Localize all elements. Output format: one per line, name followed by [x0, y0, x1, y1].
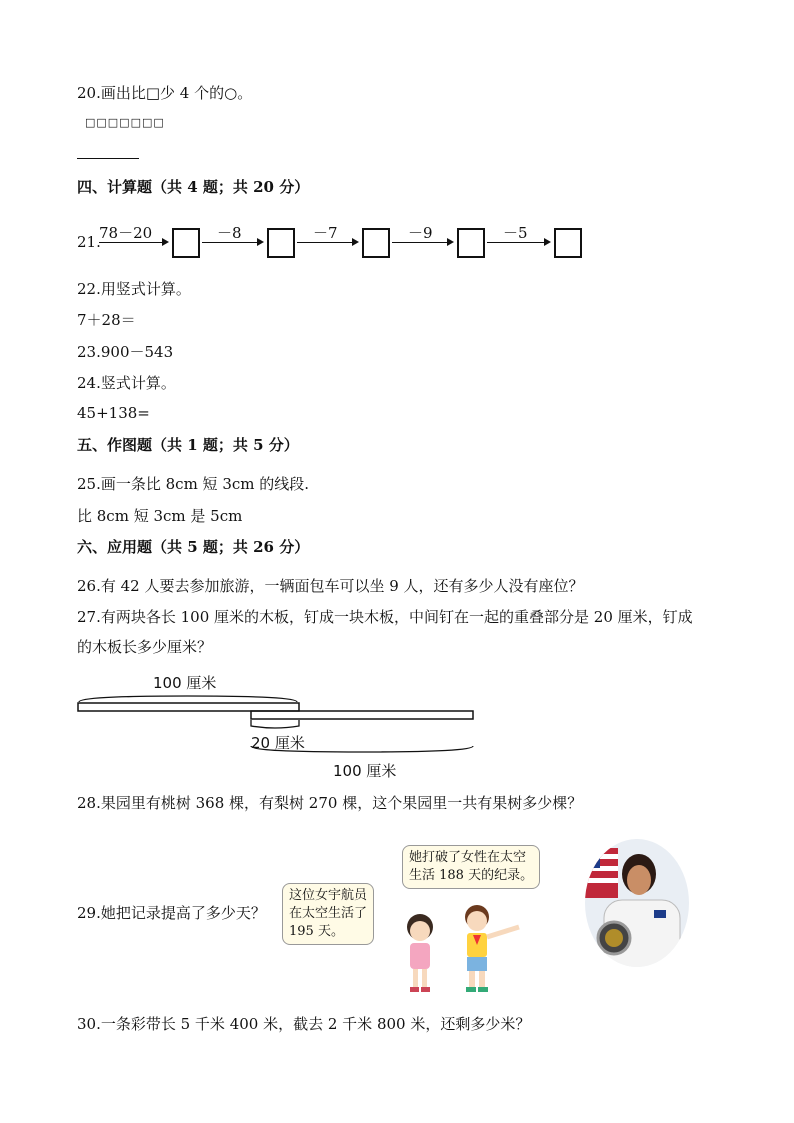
q20-text: 20.画出比□少 4 个的○。: [77, 84, 253, 102]
q21-arrow-5: [487, 242, 549, 243]
section6-heading: 六、应用题（共 5 题；共 26 分）: [77, 538, 310, 556]
q21-arrow-1: [99, 242, 167, 243]
q23-text: 23.900－543: [77, 343, 174, 361]
q20-squares: □□□□□□□: [85, 116, 165, 129]
section5-heading: 五、作图题（共 1 题；共 5 分）: [77, 436, 299, 454]
q21-box-4[interactable]: [457, 228, 485, 258]
girl-dress-icon: [410, 943, 430, 969]
top-brace: [79, 696, 297, 702]
q21-op-4: －5: [503, 224, 528, 242]
children-illustration: [395, 905, 525, 997]
q21-op-2: －7: [313, 224, 338, 242]
q24-text: 24.竖式计算。: [77, 374, 176, 392]
q27-line2: 的木板长多少厘米？: [77, 638, 213, 656]
q24-expr: 45+138=: [77, 404, 150, 422]
q21-box-1[interactable]: [172, 228, 200, 258]
q21-label: 21.: [77, 233, 101, 251]
q20-answer-blank[interactable]: [77, 158, 139, 159]
q27-line1: 27.有两块各长 100 厘米的木板，钉成一块木板，中间钉在一起的重叠部分是 20 厘米，钉成: [77, 608, 693, 626]
q22-expr: 7＋28＝: [77, 311, 136, 329]
q21-box-3[interactable]: [362, 228, 390, 258]
q29-text: 29.她把记录提高了多少天？: [77, 904, 266, 922]
q25-text: 25.画一条比 8cm 短 3cm 的线段.: [77, 475, 310, 493]
speech-bubble-girl: 这位女宇航员 在太空生活了 195 天。: [282, 883, 374, 945]
overlap-label: 20 厘米: [251, 734, 305, 752]
board-bottom-label: 100 厘米: [333, 762, 397, 780]
astronaut-photo: [584, 838, 690, 968]
q30-text: 30.一条彩带长 5 千米 400 米，截去 2 千米 800 米，还剩多少米？: [77, 1015, 531, 1033]
q21-op-1: －8: [217, 224, 242, 242]
q25-answer: 比 8cm 短 3cm 是 5cm: [77, 507, 243, 525]
q21-box-2[interactable]: [267, 228, 295, 258]
q21-arrow-4: [392, 242, 452, 243]
q21-start: 78－20: [99, 224, 153, 242]
overlap-brace: [251, 720, 299, 728]
section4-heading: 四、计算题（共 4 题；共 20 分）: [77, 178, 310, 196]
q21-box-5[interactable]: [554, 228, 582, 258]
speech-bubble-boy: 她打破了女性在太空 生活 188 天的纪录。: [402, 845, 540, 889]
board-drawing: [77, 670, 497, 785]
board-2: [251, 711, 473, 719]
astronaut-face: [627, 865, 651, 895]
q21-op-3: －9: [408, 224, 433, 242]
q21-chain: [77, 222, 597, 264]
board-1: [78, 703, 299, 711]
q28-text: 28.果园里有桃树 368 棵，有梨树 270 棵，这个果园里一共有果树多少棵？: [77, 794, 583, 812]
q26-text: 26.有 42 人要去参加旅游，一辆面包车可以坐 9 人，还有多少人没有座位？: [77, 577, 584, 595]
board-top-label: 100 厘米: [153, 674, 217, 692]
q27-board-diagram: [77, 670, 497, 785]
q22-text: 22.用竖式计算。: [77, 280, 191, 298]
q21-arrow-3: [297, 242, 357, 243]
q21-arrow-2: [202, 242, 262, 243]
